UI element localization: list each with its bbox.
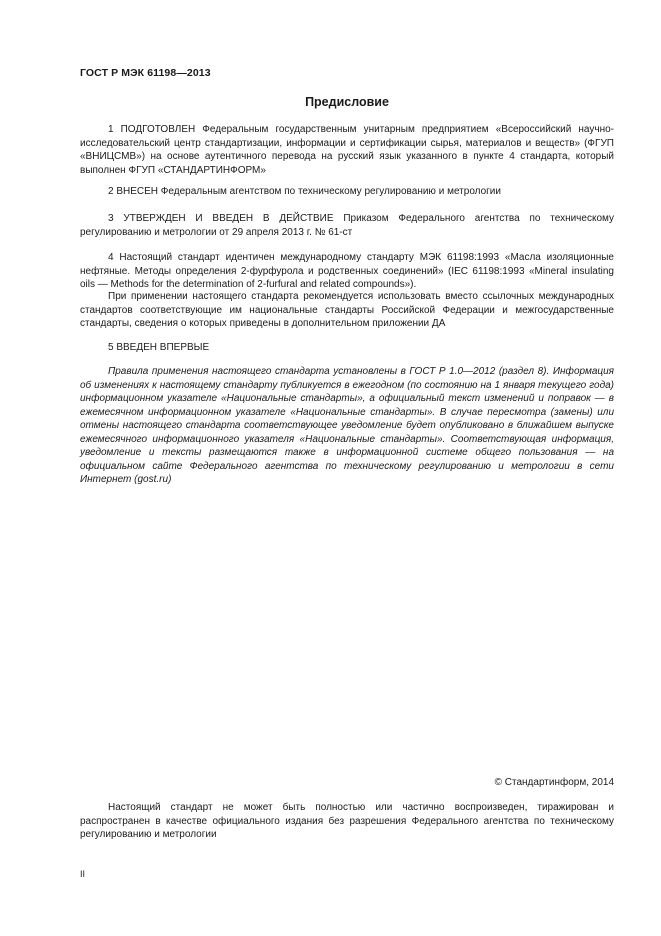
paragraph-identical-standard: 4 Настоящий стандарт идентичен международному стандарту МЭК 61198:1993 «Масла изоляционные нефтяные. Методы определения 2-фурфурола и родственных соединений» (IEC 61198:1993 «Mineral insulating oils — Methods for the determination of 2-furfural and related compounds»).: [80, 252, 614, 290]
paragraph-first-introduced: 5 ВВЕДЕН ВПЕРВЫЕ: [108, 342, 210, 353]
page-number: II: [80, 869, 86, 879]
reproduction-notice: Настоящий стандарт не может быть полностью или частично воспроизведен, тиражирован и распространен в качестве официального издания без разрешения Федерального агентства по техническому регулированию и метрологии: [80, 802, 614, 840]
paragraph-submitted-by: 2 ВНЕСЕН Федеральным агентством по техническому регулированию и метрологии: [108, 186, 501, 197]
paragraph-references-note: При применении настоящего стандарта рекомендуется использовать вместо ссылочных международных стандартов соответствующие им национальные стандарты Российской Федерации и межгосударственные стандарты, сведения о которых приведены в дополнительном приложении ДА: [80, 291, 614, 329]
page-title: Предисловие: [305, 95, 389, 109]
copyright-line: © Стандартинформ, 2014: [494, 777, 614, 788]
paragraph-prepared-by: 1 ПОДГОТОВЛЕН Федеральным государственным унитарным предприятием «Всероссийский научно-исследовательский центр стандартизации, информации и сертификации сырья, материалов и веществ» (ФГУП «ВНИЦСМВ») на основе аутентичного перевода на русский язык указанного в пункте 4 стандарта, который выполнен ФГУП «СТАНДАРТИНФОРМ»: [80, 124, 614, 176]
standard-code-header: ГОСТ Р МЭК 61198—2013: [80, 67, 211, 79]
paragraph-approved: 3 УТВЕРЖДЕН И ВВЕДЕН В ДЕЙСТВИЕ Приказом Федерального агентства по техническому регулированию и метрологии от 29 апреля 2013 г. № 61-ст: [80, 213, 614, 238]
rules-notice: Правила применения настоящего стандарта установлены в ГОСТ Р 1.0—2012 (раздел 8). Информация об изменениях к настоящему стандарту публикуется в ежегодном (по состоянию на 1 января текущего года) информационном указателе «Национальные стандарты», а официальный текст изменений и поправок — в ежемесячном информационном указателе «Национальные стандарты». В случае пересмотра (замены) или отмены настоящего стандарта соответствующее уведомление будет опубликовано в ближайшем выпуске ежемесячного информационного указателя «Национальные стандарты». Соответствующая информация, уведомление и тексты размещаются также в информационной системе общего пользования — на официальном сайте Федерального агентства по техническому регулированию и метрологии в сети Интернет (gost.ru): [80, 366, 614, 485]
